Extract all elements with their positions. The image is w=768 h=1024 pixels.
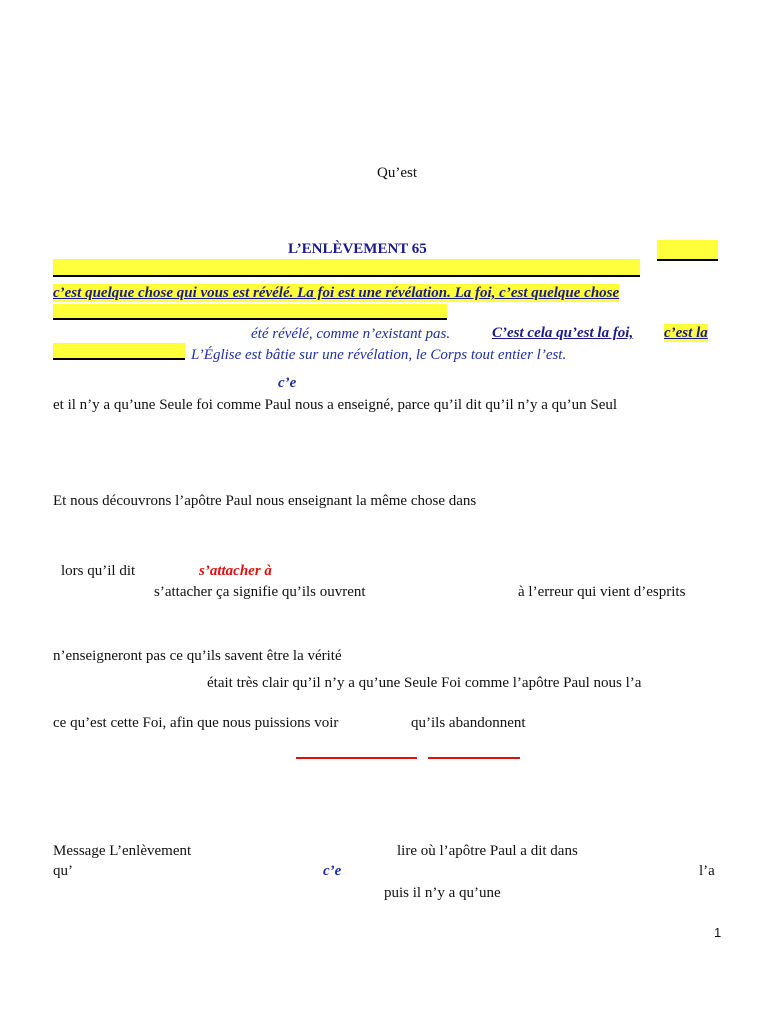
emphasis: s’attacher à <box>199 563 272 579</box>
red-underline <box>428 757 520 759</box>
paragraph-line: lors qu’il dit <box>61 563 136 579</box>
paragraph-line: ce qu’est cette Foi, afin que nous puissions voir <box>53 715 339 731</box>
paragraph-line: C’est cela qu’est la foi, <box>492 325 634 341</box>
paragraph-line: Et nous découvrons l’apôtre Paul nous enseignant la même chose dans <box>53 493 477 509</box>
paragraph-line: qu’ <box>53 863 73 879</box>
fragment: c’e <box>323 863 342 879</box>
highlight-block <box>53 304 447 320</box>
red-underline <box>296 757 417 759</box>
paragraph-line: et il n’y a qu’une Seule foi comme Paul nous a enseigné, parce qu’il dit qu’il n’y a qu’un Seul <box>53 397 618 413</box>
title: L’ENLÈVEMENT 65 <box>288 241 427 257</box>
paragraph-line: qu’ils abandonnent <box>411 715 526 731</box>
paragraph-line: été révélé, comme n’existant pas. <box>251 326 451 342</box>
paragraph-line: c’est quelque chose qui vous est révélé. La foi est une révélation. La foi, c’est quelque chose <box>53 285 620 301</box>
highlight-block <box>657 240 718 261</box>
highlight-block <box>53 259 640 277</box>
paragraph-line: était très clair qu’il n’y a qu’une Seule Foi comme l’apôtre Paul nous l’a <box>207 675 642 691</box>
highlight-block <box>53 343 185 360</box>
paragraph-line: à l’erreur qui vient d’esprits <box>518 584 686 600</box>
fragment: c’e <box>278 375 297 391</box>
paragraph-line: s’attacher ça signifie qu’ils ouvrent <box>154 584 366 600</box>
paragraph-line: n’enseigneront pas ce qu’ils savent être la vérité <box>53 648 342 664</box>
page-number: 1 <box>714 925 722 940</box>
paragraph-line: c’est la <box>664 325 708 341</box>
paragraph-line: puis il n’y a qu’une <box>384 885 501 901</box>
paragraph-line: lire où l’apôtre Paul a dit dans <box>397 843 578 859</box>
paragraph-line: Message L’enlèvement <box>53 843 192 859</box>
paragraph-line: L’Église est bâtie sur une révélation, le Corps tout entier l’est. <box>191 347 567 363</box>
paragraph-line: l’a <box>699 863 715 879</box>
heading: Qu’est <box>377 165 417 181</box>
